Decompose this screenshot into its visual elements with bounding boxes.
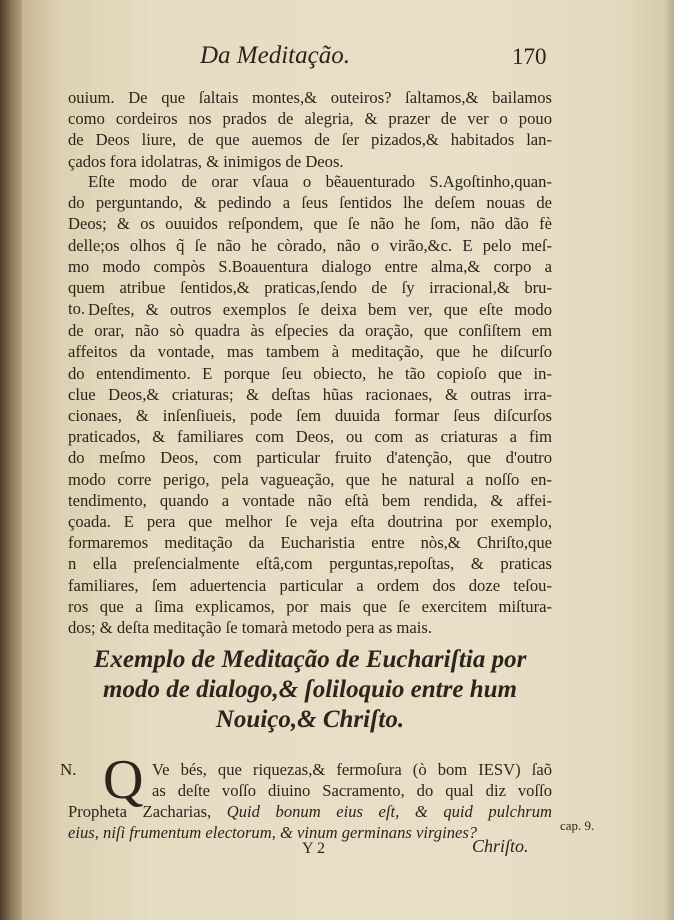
text-line: Deſtes, & outros exemplos ſe deixa bem ver, que eſte modo [88,300,552,319]
text-line: ros que a ſima explicamos, por mais que ſe exercitem miſtura- [68,596,552,616]
section-title-line: Exemplo de Meditação de Euchariſtia por [93,646,527,673]
dialogue-line: as deſte voſſo diuino Sacramento, do qual diz voſſo [152,781,552,800]
speaker-label: N. [60,760,77,779]
catchword: Chriſto. [472,836,529,856]
text-line: do entendimento. E porque ſeu obiecto, he tão copioſo que in- [68,363,552,383]
text-line: Eſte modo de orar vſaua o bẽauenturado S.Agoſtinho,quan- [88,172,552,191]
latin-quote: Quid bonum eius eſt, & quid pulchrum [226,802,552,821]
text-line: Deos; & os ouuidos reſpondem, que ſe não he ſom, não dão fè [68,214,552,234]
text-line: affeitos da vontade, mas tambem à meditação, que he diſcurſo [68,342,552,362]
drop-cap: Q [103,749,144,811]
text-line: do meſmo Deos, com particular fruito d'atenção, que d'outro [68,448,552,468]
dialogue-line [68,802,552,822]
running-head: Da Meditação. [200,42,350,69]
signature-mark: Y 2 [302,840,325,857]
text-line: de orar, não sò quadra às eſpecies da oração, que conſiſtem em [68,321,552,341]
text-line: praticados, & familiares com Deos, ou com as criaturas a fim [68,427,552,447]
text-line: de Deos liure, de que auemos de ſer pizados,& habitados lan- [68,130,552,150]
text-line: n ella preſencialmente eſtâ,com perguntas,repoſtas, & praticas [68,554,552,574]
text-line: ouium. De que ſaltais montes,& outeiros? ſaltamos,& bailamos [68,88,552,107]
page-number: 170 [512,44,547,69]
dialogue-line [68,823,508,843]
section-title-line: modo de dialogo,& ſoliloquio entre hum [103,676,517,703]
text-line: formaremos meditação da Eucharistia entre nòs,& Chriſto,que [68,533,552,553]
roman-text: Propheta Zacharias, [68,802,227,821]
text-line: quem atribue ſentidos,& praticas,ſendo de ſy irracional,& bru- [68,278,552,297]
text-line: çoada. E pera que melhor ſe veja eſta doutrina por exemplo, [68,512,552,531]
text-line: dos; & deſta meditação ſe tomarà metodo pera as mais. [68,618,433,637]
text-line: familiares, ſem aduertencia particular a ordem dos doze teſou- [68,575,552,595]
latin-quote: eius, niſi frumentum electorum, & vinum germinans virgines? [68,823,478,842]
text-line: como cordeiros nos prados de alegria, & prazer de ver o pouo [68,109,552,129]
text-line: cionaes, & inſenſiueis, pode ſem duuida formar ſeus diſcurſos [68,406,552,425]
text-line: delle;os olhos q̃ ſe não he còrado, não o virão,&c. E pelo meſ- [68,235,552,255]
page-edge [666,0,674,920]
text-line: to. [68,299,86,319]
section-title-line: Nouiço,& Chriſto. [215,706,405,733]
text-line: mo modo compòs S.Boauentura dialogo entre alma,& corpo a [68,256,552,276]
text-line: do perguntando, & pedindo a ſeus ſentidos lhe deſem nouas de [68,193,552,213]
margin-note: cap. 9. [560,818,595,833]
text-line: modo corre perigo, pela vagueação, que he natural a noſſo en- [68,469,552,489]
text-line: clue Deos,& criaturas; & deſtas hũas racionaes, & outras irra- [68,384,552,404]
text-line: tendimento, quando a vontade não eſtà bem rendida, & affei- [68,490,552,510]
dialogue-line: Ve bés, que riquezas,& fermoſura (ò bom IESV) ſaõ [152,760,552,779]
text-line: çados fora idolatras, & inimigos de Deos. [68,151,344,171]
